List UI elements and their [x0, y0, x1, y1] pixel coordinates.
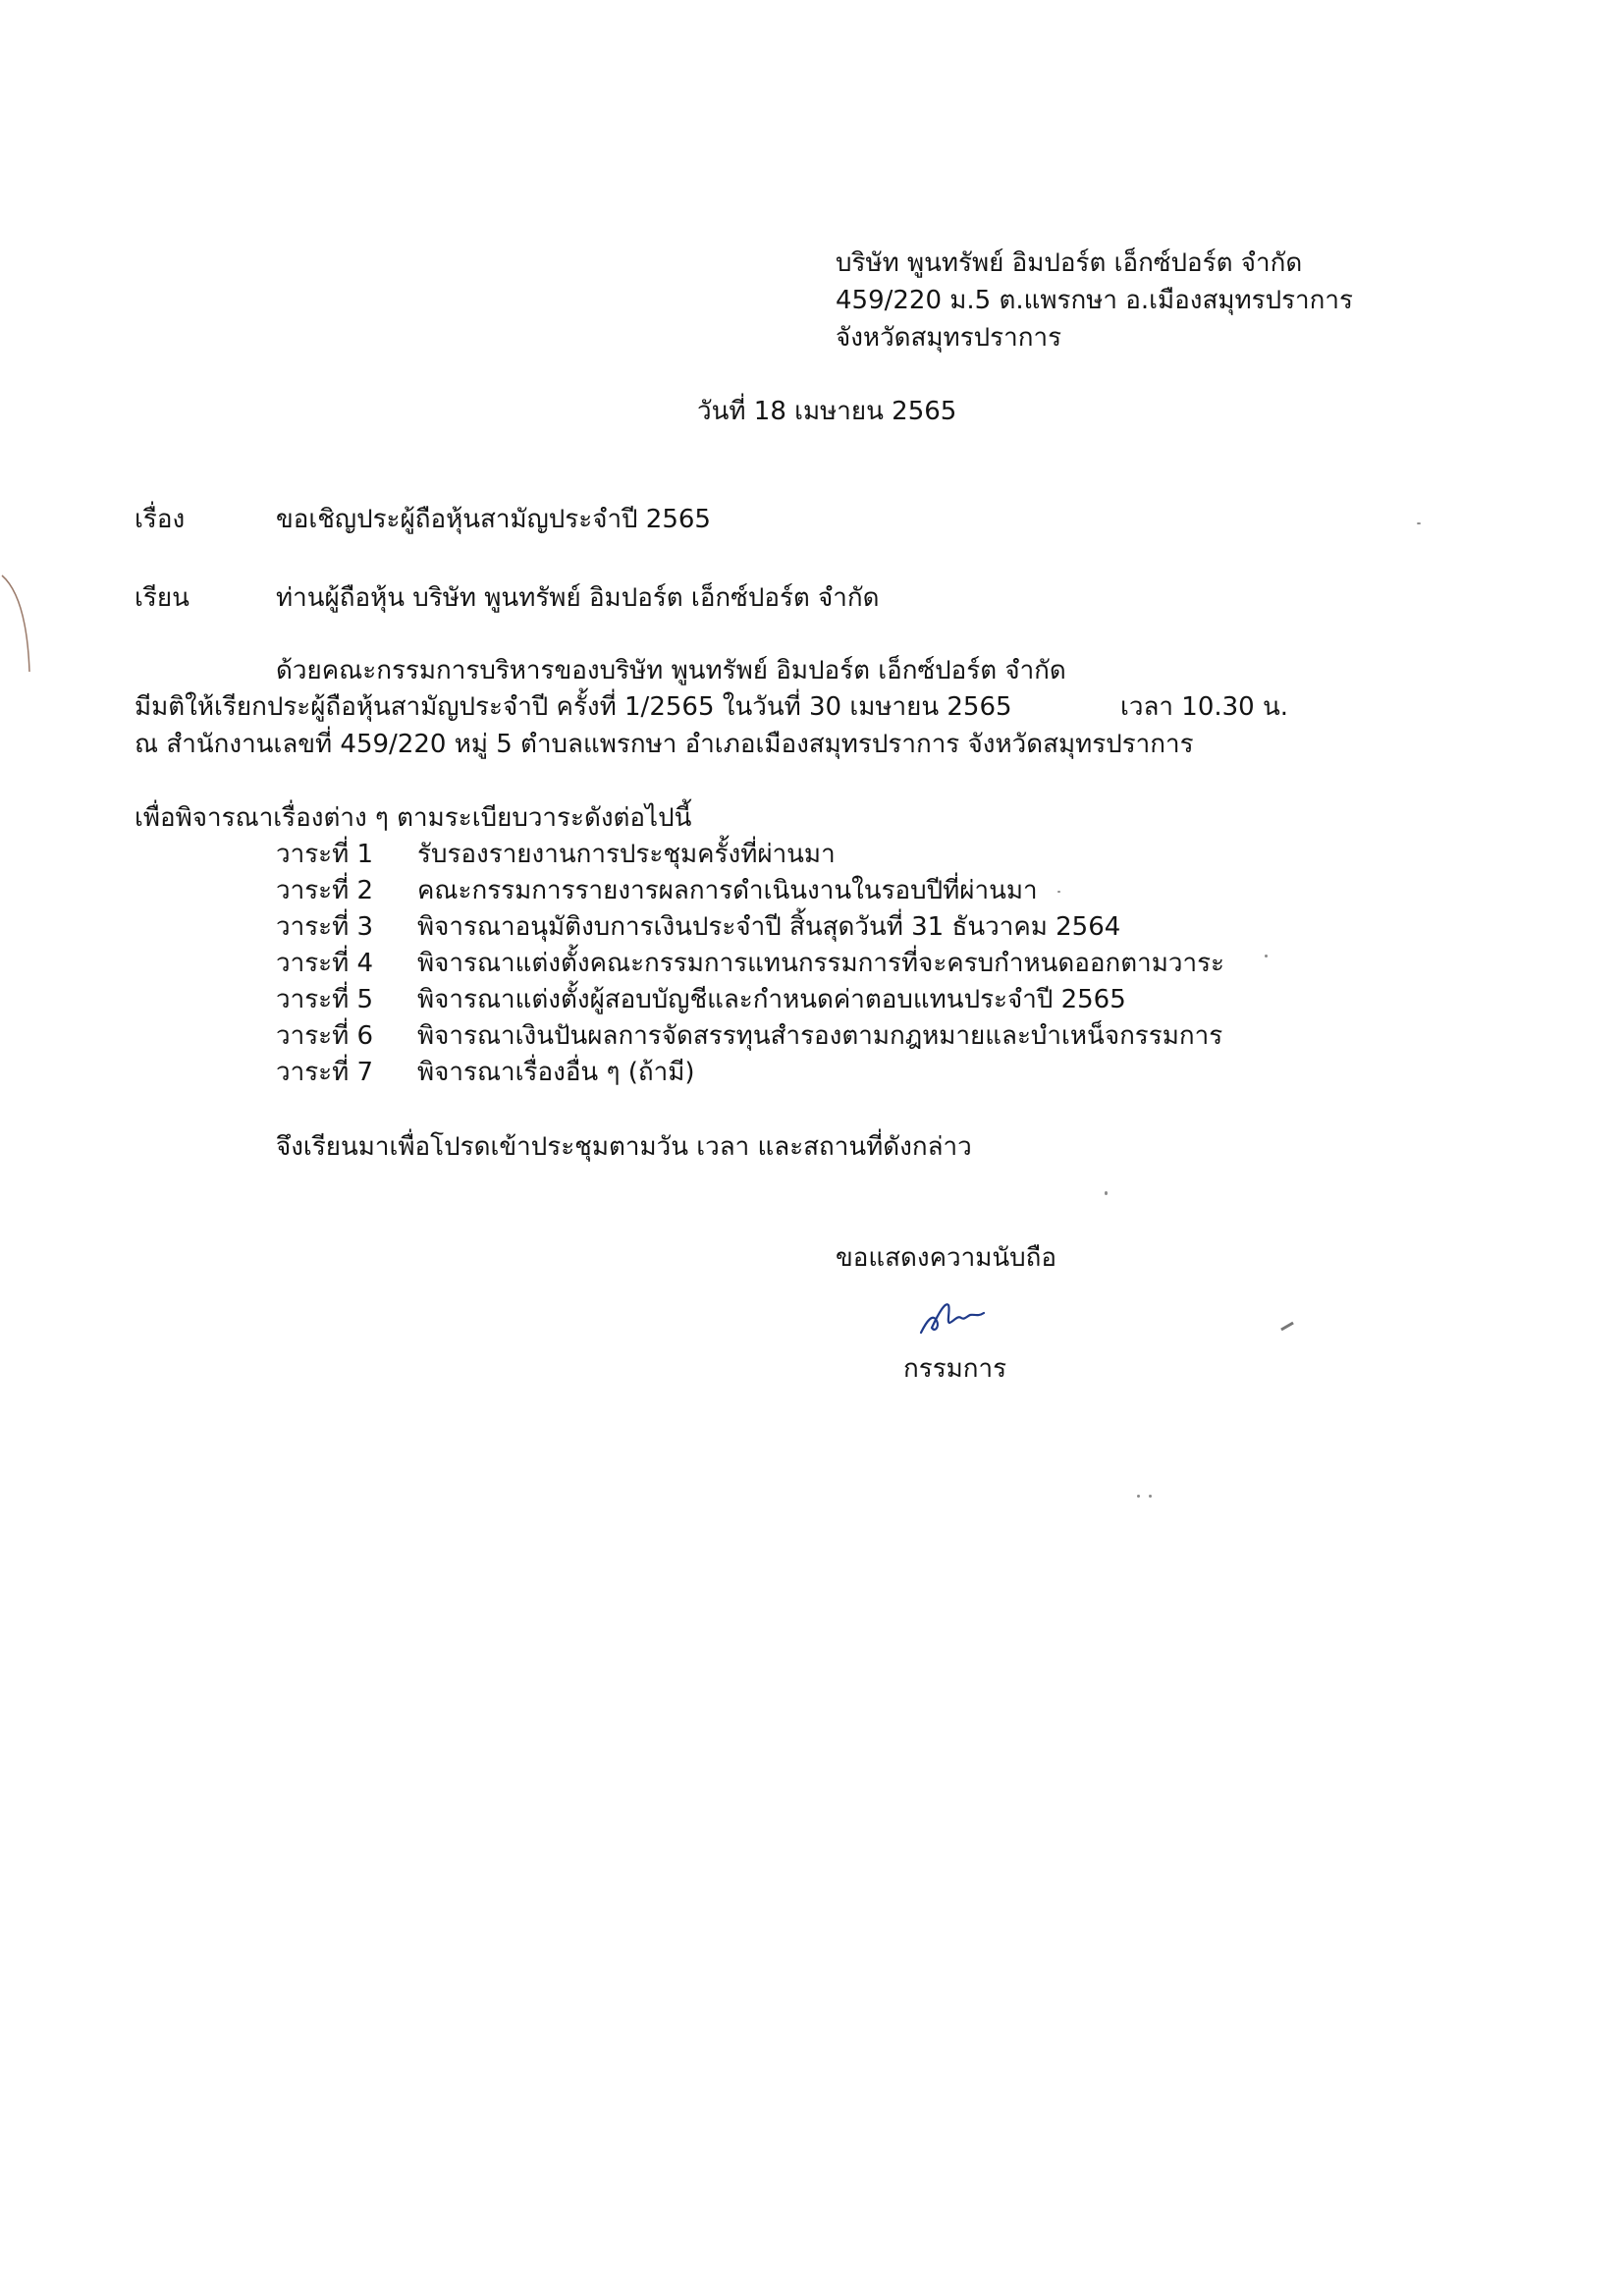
agenda-item-6-no: วาระที่ 6	[276, 1021, 374, 1051]
agenda-intro: เพื่อพิจารณาเรื่องต่าง ๆ ตามระเบียบวาระดังต่อไปนี้	[135, 803, 692, 833]
subject-value: ขอเชิญประผู้ถือหุ้นสามัญประจำปี 2565	[276, 505, 711, 534]
recipient-label: เรียน	[135, 583, 189, 613]
agenda-item-5-text: พิจารณาแต่งตั้งผู้สอบบัญชีและกำหนดค่าตอบแทนประจำปี 2565	[417, 985, 1126, 1014]
scan-speck	[1280, 1322, 1294, 1332]
agenda-item-5-no: วาระที่ 5	[276, 985, 374, 1014]
body-line-1: ด้วยคณะกรรมการบริหารของบริษัท พูนทรัพย์ อิมปอร์ต เอ็กซ์ปอร์ต จำกัด	[276, 656, 1066, 685]
closing-line: จึงเรียนมาเพื่อโปรดเข้าประชุมตามวัน เวลา และสถานที่ดังกล่าว	[276, 1132, 972, 1162]
recipient-value: ท่านผู้ถือหุ้น บริษัท พูนทรัพย์ อิมปอร์ต เอ็กซ์ปอร์ต จำกัด	[276, 583, 880, 613]
scan-speck	[1057, 891, 1060, 893]
agenda-item-3-text: พิจารณาอนุมัติงบการเงินประจำปี สิ้นสุดวันที่ 31 ธันวาคม 2564	[417, 912, 1121, 942]
agenda-item-1-no: วาระที่ 1	[276, 840, 374, 869]
body-line-2: มีมติให้เรียกประผู้ถือหุ้นสามัญประจำปี ครั้งที่ 1/2565 ในวันที่ 30 เมษายน 2565	[135, 692, 1012, 722]
sender-address: 459/220 ม.5 ต.แพรกษา อ.เมืองสมุทรปราการ	[836, 286, 1353, 315]
signer-title: กรรมการ	[903, 1354, 1007, 1384]
scan-speck	[1105, 1191, 1108, 1195]
agenda-item-6-text: พิจารณาเงินปันผลการจัดสรรทุนสำรองตามกฎหมายและบำเหน็จกรรมการ	[417, 1021, 1223, 1051]
scan-margin-mark	[0, 570, 39, 678]
scan-speck	[1265, 955, 1268, 957]
scan-speck	[1137, 1495, 1140, 1498]
signature-mark	[913, 1291, 992, 1340]
subject-label: เรื่อง	[135, 505, 186, 534]
agenda-item-1-text: รับรองรายงานการประชุมครั้งที่ผ่านมา	[417, 840, 836, 869]
letter-date: วันที่ 18 เมษายน 2565	[697, 397, 957, 426]
agenda-item-4-no: วาระที่ 4	[276, 949, 374, 978]
agenda-item-7-text: พิจารณาเรื่องอื่น ๆ (ถ้ามี)	[417, 1058, 695, 1087]
agenda-item-7-no: วาระที่ 7	[276, 1058, 374, 1087]
agenda-item-3-no: วาระที่ 3	[276, 912, 374, 942]
sender-company: บริษัท พูนทรัพย์ อิมปอร์ต เอ็กซ์ปอร์ต จำกัด	[836, 248, 1303, 278]
body-line-3: ณ สำนักงานเลขที่ 459/220 หมู่ 5 ตำบลแพรกษา อำเภอเมืองสมุทรปราการ จังหวัดสมุทรปราการ	[135, 730, 1194, 759]
scan-speck	[1149, 1495, 1152, 1498]
agenda-item-4-text: พิจารณาแต่งตั้งคณะกรรมการแทนกรรมการที่จะครบกำหนดออกตามวาระ	[417, 949, 1225, 978]
agenda-item-2-text: คณะกรรมการรายงารผลการดำเนินงานในรอบปีที่ผ่านมา	[417, 876, 1038, 905]
regards-line: ขอแสดงความนับถือ	[836, 1243, 1056, 1273]
meeting-time: เวลา 10.30 น.	[1120, 692, 1289, 722]
scan-speck	[1417, 522, 1421, 524]
agenda-item-2-no: วาระที่ 2	[276, 876, 374, 905]
sender-province: จังหวัดสมุทรปราการ	[836, 323, 1062, 353]
